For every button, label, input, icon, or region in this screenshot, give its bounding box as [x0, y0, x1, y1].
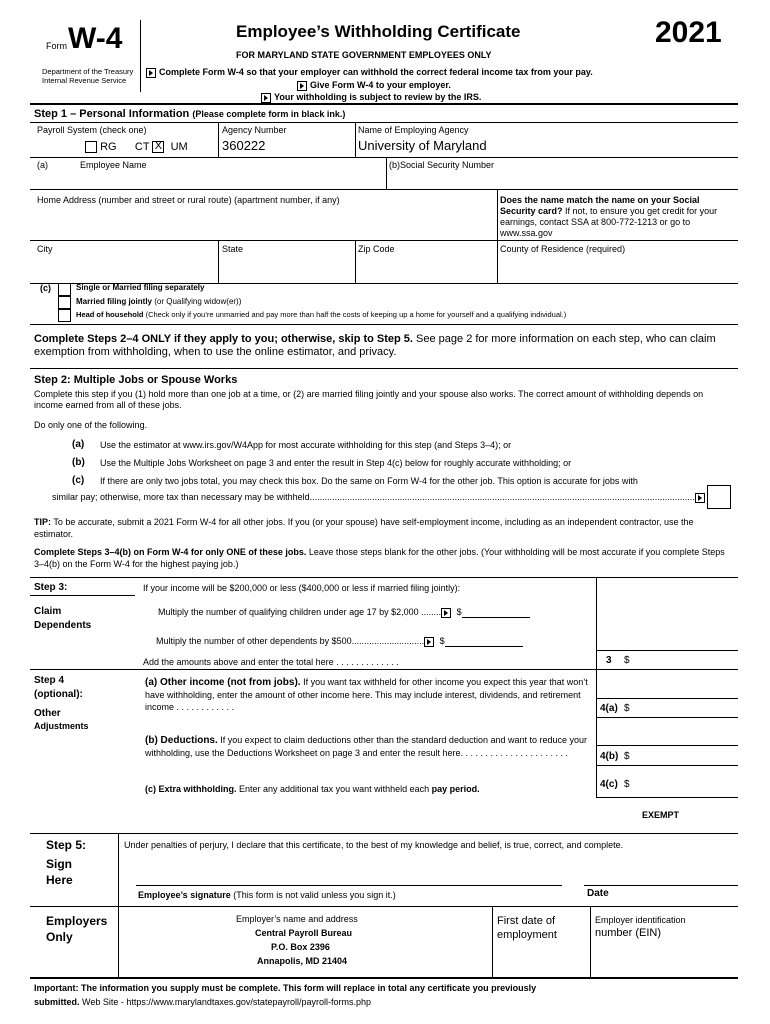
employer-name-label: Employer’s name and address	[236, 914, 358, 924]
filing-married-label: Married filing jointly (or Qualifying widow(er))	[76, 297, 242, 306]
instruction-1: Complete Form W-4 so that your employer can withhold the correct federal income tax from your pay.	[146, 67, 593, 78]
line-4c-label: 4(c)	[600, 779, 618, 790]
step4c-text: (c) Extra withholding. Enter any additional tax you want withheld each pay period.	[145, 784, 480, 794]
arrow-icon	[695, 493, 705, 503]
exempt-label: EXEMPT	[642, 810, 680, 820]
skip-note: Complete Steps 2–4 ONLY if they apply to you; otherwise, skip to Step 5. See page 2 for more information on each step, who can claim exemption from withholding, when to use the online estimator, and privacy.	[34, 333, 716, 358]
city-field[interactable]: City	[37, 244, 53, 254]
filing-status-label: (c)	[40, 283, 51, 293]
tip-text: TIP: To be accurate, submit a 2021 Form W-4 for all other jobs. If you (or your spouse) have self-employment income, including as an independent contractor, use the estimator.	[34, 517, 694, 539]
employer-name-3: Annapolis, MD 21404	[257, 956, 348, 966]
step2-c-text1: If there are only two jobs total, you may check this box. Do the same on Form W-4 for the other job. This option is accurate for jobs with	[100, 476, 638, 486]
step2-do-only: Do only one of the following.	[34, 420, 148, 430]
first-date-label-1: First date of	[497, 915, 556, 927]
step3-children: Multiply the number of qualifying children under age 17 by $2,000 ........ $	[158, 607, 530, 618]
form-number: W-4	[68, 22, 123, 55]
step3-total: Add the amounts above and enter the total here . . . . . . . . . . . . .	[143, 657, 399, 667]
children-amount-field[interactable]	[462, 607, 530, 618]
header-divider-left	[140, 20, 141, 92]
form-title: Employee’s Withholding Certificate	[236, 22, 521, 41]
zip-code-field[interactable]: Zip Code	[358, 244, 395, 254]
step3-others: Multiply the number of other dependents by $500............................. $	[156, 636, 523, 647]
step2-c-text2: similar pay; otherwise, more tax than necessary may be withheld..........................................................................................................................................................	[52, 492, 708, 503]
employer-name-1: Central Payroll Bureau	[255, 928, 353, 938]
line-3-label: 3	[606, 655, 612, 666]
ct-label: CT	[134, 141, 150, 153]
header-rule	[30, 103, 738, 105]
employee-name-field[interactable]: Employee Name	[80, 160, 147, 170]
arrow-icon	[424, 637, 434, 647]
filing-head-label: Head of household (Check only if you’re unmarried and pay more than half the costs of keeping up a home for yourself and a qualifying individual.)	[76, 310, 567, 319]
rg-checkbox[interactable]	[85, 141, 97, 153]
single-checkbox[interactable]	[58, 283, 71, 296]
signature-line[interactable]	[136, 885, 562, 886]
payroll-system-label: Payroll System (check one)	[37, 125, 147, 135]
ssa-note: Does the name match the name on your Social Security card? If not, to ensure you get credit for your earnings, contact SSA at 800-772-1213 or go to www.ssa.gov	[500, 195, 718, 238]
step4-other: Other	[34, 708, 61, 719]
step3-dependents: Dependents	[34, 620, 92, 631]
step2-b-label: (b)	[72, 457, 85, 468]
line-4a-label: 4(a)	[600, 703, 618, 714]
step4-adjustments: Adjustments	[34, 721, 89, 731]
agency-number-label: Agency Number	[222, 125, 287, 135]
perjury-declaration: Under penalties of perjury, I declare that this certificate, to the best of my knowledge and belief, is true, correct, and complete.	[124, 840, 624, 850]
married-jointly-checkbox[interactable]	[58, 296, 71, 309]
step5-sign: Sign	[46, 857, 72, 871]
employing-agency-field[interactable]: University of Maryland	[358, 138, 487, 153]
agency-number-field[interactable]: 360222	[222, 138, 266, 153]
step1-heading: Step 1 – Personal Information (Please complete form in black ink.)	[34, 108, 346, 120]
step5-here: Here	[46, 873, 73, 887]
line-4c-field[interactable]: $	[624, 779, 630, 790]
arrow-icon	[146, 68, 156, 78]
tax-year: 2021	[655, 16, 722, 49]
line-4a-field[interactable]: $	[624, 703, 630, 714]
instruction-3: Your withholding is subject to review by the IRS.	[261, 92, 481, 103]
website-link[interactable]: Web Site - https://www.marylandtaxes.gov/statepayroll/payroll-forms.php	[82, 997, 371, 1007]
county-field[interactable]: County of Residence (required)	[500, 244, 626, 254]
employing-agency-label: Name of Employing Agency	[358, 125, 469, 135]
step3-claim: Claim	[34, 606, 62, 617]
home-address-field[interactable]: Home Address (number and street or rural route) (apartment number, if any)	[37, 195, 340, 205]
two-jobs-checkbox[interactable]	[707, 485, 731, 509]
form-subtitle: FOR MARYLAND STATE GOVERNMENT EMPLOYEES ONLY	[236, 50, 492, 60]
step5-label: Step 5:	[46, 838, 87, 852]
important-note: Important: The information you supply must be complete. This form will replace in total any certificate you previously	[34, 983, 537, 993]
step2-heading: Step 2: Multiple Jobs or Spouse Works	[34, 374, 238, 386]
step2-b-text: Use the Multiple Jobs Worksheet on page 3 and enter the result in Step 4(c) below for roughly accurate withholding; or	[100, 458, 572, 468]
first-date-label-2: employment	[497, 929, 557, 941]
signature-label: Employee’s signature (This form is not valid unless you sign it.)	[138, 890, 396, 900]
employers-only-label: Only	[46, 930, 73, 944]
department: Department of the Treasury	[42, 67, 134, 76]
step3-intro: If your income will be $200,000 or less ($400,000 or less if married filing jointly):	[143, 583, 461, 593]
line-4b-field[interactable]: $	[624, 751, 630, 762]
date-label: Date	[587, 888, 609, 899]
line-4b-label: 4(b)	[600, 751, 619, 762]
um-checkbox[interactable]: X	[152, 141, 164, 153]
step2-a-label: (a)	[72, 439, 85, 450]
irs-label: Internal Revenue Service	[42, 76, 127, 85]
step3-label: Step 3:	[34, 582, 68, 593]
form-label: Form	[46, 41, 67, 51]
step4-optional: (optional):	[34, 689, 83, 700]
step2-intro: Complete this step if you (1) hold more than one job at a time, or (2) are married filing jointly and your spouse also works. The correct amount of withholding depends on income earned from all of these jobs.	[34, 389, 704, 410]
rg-label: RG	[100, 141, 117, 153]
payroll-system-options	[85, 141, 188, 153]
um-label: UM	[170, 141, 188, 153]
ein-label-2: number (EIN)	[595, 927, 662, 939]
step4b-text: (b) Deductions. If you expect to claim deductions other than the standard deduction and want to reduce your withholding, use the Deductions Worksheet on page 3 and enter the result here. . . . . . . . . . . . . . . . . . . . . .	[145, 735, 588, 758]
employer-name-2: P.O. Box 2396	[271, 942, 330, 952]
step2-a-text: Use the estimator at www.irs.gov/W4App for most accurate withholding for this step (and Steps 3–4); or	[100, 440, 512, 450]
ssn-field[interactable]: (b)Social Security Number	[389, 160, 495, 170]
state-field[interactable]: State	[222, 244, 244, 254]
arrow-icon	[297, 81, 307, 91]
ein-label-1: Employer identification	[595, 915, 686, 925]
step4a-text: (a) Other income (not from jobs). If you want tax withheld for other income you expect this year that won’t have withholding, enter the amount of other income here. This may include interest, dividends, and retirement income . . . . . . . . . . . .	[145, 677, 588, 712]
date-line[interactable]	[584, 885, 738, 886]
complete-steps-note: Complete Steps 3–4(b) on Form W-4 for only ONE of these jobs. Leave those steps blank for the other jobs. (Your withholding will be most accurate if you complete Steps 3–4(b) on the Form W-4 for the highest paying job.)	[34, 547, 725, 569]
head-of-household-checkbox[interactable]	[58, 309, 71, 322]
other-dependents-amount-field[interactable]	[445, 636, 523, 647]
filing-single-label: Single or Married filing separately	[76, 283, 205, 292]
line-3-field[interactable]: $	[624, 655, 630, 666]
instruction-2: Give Form W-4 to your employer.	[297, 80, 451, 91]
step2-c-label: (c)	[72, 475, 85, 486]
field-a-label: (a)	[37, 160, 48, 170]
employers-label: Employers	[46, 914, 108, 928]
important-note-2: submitted. Web Site - https://www.marylandtaxes.gov/statepayroll/payroll-forms.php	[34, 997, 371, 1007]
arrow-icon	[261, 93, 271, 103]
step4-label: Step 4	[34, 675, 65, 686]
arrow-icon	[441, 608, 451, 618]
